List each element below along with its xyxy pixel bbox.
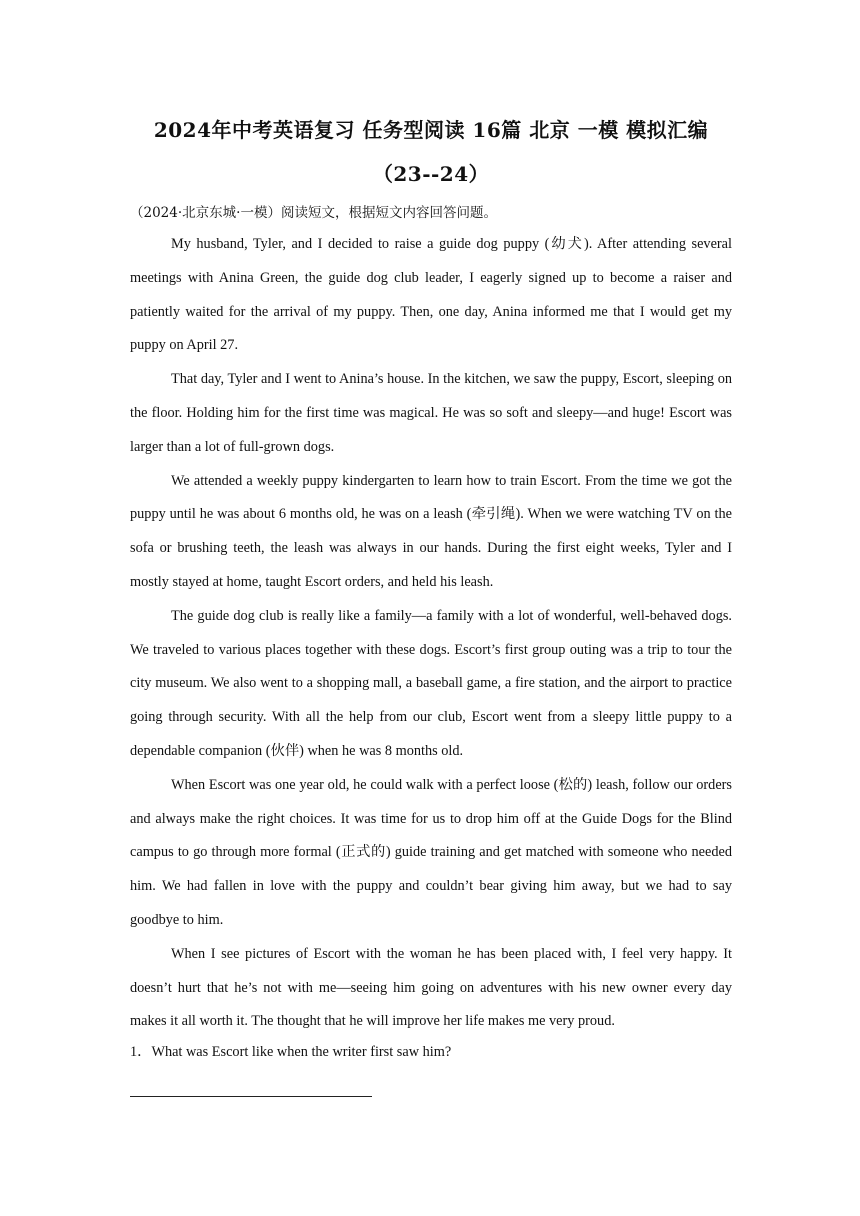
source-instruction: （2024·北京东城·一模）阅读短文，根据短文内容回答问题。: [130, 205, 497, 221]
paragraph-6: When I see pictures of Escort with the woman he has been placed with, I feel very happy. It doesn’t hurt that he’s not with me—seeing him going on adventures with his new owner every day makes it all worth it. The thought that he will improve her life makes me very proud.: [130, 945, 732, 1030]
paragraph-4: The guide dog club is really like a family—a family with a lot of wonderful, well-behaved dogs. We traveled to various places together with these dogs. Escort’s first group outing was a trip to tour the city museum. We also went to a shopping mall, a baseball game, a fire station, and the airport to practice going through security. With all the help from our club, Escort went from a sleepy little puppy to a dependable companion (伙伴) when he was 8 months old.: [130, 607, 732, 759]
paragraph-5: When Escort was one year old, he could walk with a perfect loose (松的) leash, follow our orders and always make the right choices. It was time for us to drop him off at the Guide Dogs for the Blind campus to go through more formal (正式的) guide training and get matched with someone who needed him. We had fallen in love with the puppy and couldn’t bear giving him away, but we had to say goodbye to him.: [130, 776, 732, 928]
paragraph-2: That day, Tyler and I went to Anina’s house. In the kitchen, we saw the puppy, Escort, sleeping on the floor. Holding him for the first time was magical. He was so soft and sleepy—and huge! Escort was larger than a lot of full-grown dogs.: [130, 371, 732, 455]
document-title-line-2: （23--24）: [372, 162, 490, 186]
reading-passage: [130, 228, 732, 1039]
document-title-line-1: 2024年中考英语复习 任务型阅读 16篇 北京 一模 模拟汇编: [153, 118, 709, 142]
paragraph-1: My husband, Tyler, and I decided to raise a guide dog puppy (幼犬). After attending several meetings with Anina Green, the guide dog club leader, I eagerly signed up to become a raiser and patiently waited for the arrival of my puppy. Then, one day, Anina informed me that I would get my puppy on April 27.: [130, 236, 732, 354]
answer-line-1[interactable]: [130, 1096, 372, 1097]
question-1: 1．What was Escort like when the writer first saw him?: [130, 1044, 452, 1060]
paragraph-3: We attended a weekly puppy kindergarten to learn how to train Escort. From the time we got the puppy until he was about 6 months old, he was on a leash (牵引绳). When we were watching TV on the sofa or brushing teeth, the leash was always in our hands. During the first eight weeks, Tyler and I mostly stayed at home, taught Escort orders, and held his leash.: [130, 472, 732, 590]
